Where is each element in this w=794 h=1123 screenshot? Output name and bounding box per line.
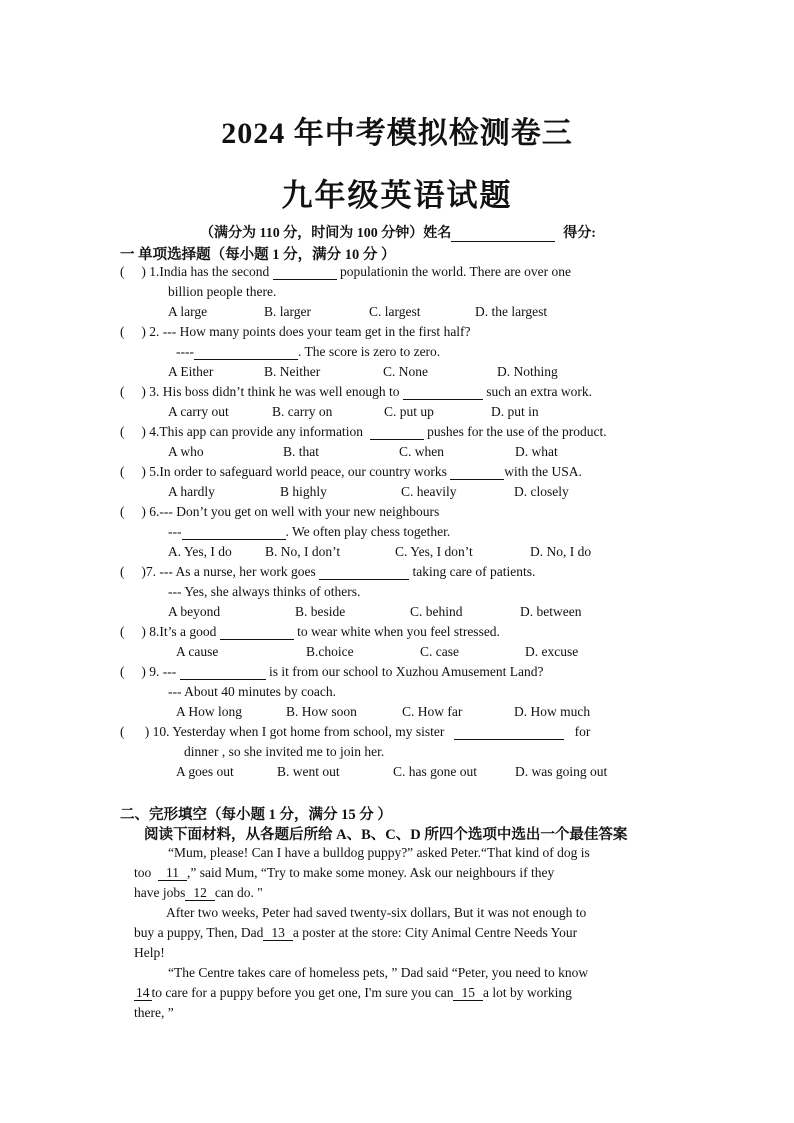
q9-option-a[interactable]: A How long <box>176 704 243 719</box>
q2-stem: ) 2. --- How many points does your team get in the first half? <box>141 324 471 339</box>
p1-line2-rest: ,” said Mum, “Try to make some money. Ask our neighbours if they <box>187 865 555 880</box>
q3-option-b[interactable]: B. carry on <box>272 404 333 419</box>
q9-blank[interactable] <box>180 665 266 680</box>
q4-option-b[interactable]: B. that <box>283 444 319 459</box>
q5-option-d[interactable]: D. closely <box>514 484 569 499</box>
p3-line2-rest: a lot by working <box>482 985 572 1000</box>
p1-have-jobs: have jobs <box>134 885 186 900</box>
q7-line2: --- Yes, she always thinks of others. <box>168 584 361 599</box>
q3-after: such an extra work. <box>486 384 592 399</box>
q3-option-a[interactable]: A carry out <box>168 404 229 419</box>
q7-option-d[interactable]: D. between <box>520 604 582 619</box>
q4-option-d[interactable]: D. what <box>515 444 558 459</box>
question-1: ( ) 1.India has the second populationin the world. There are over one <box>120 264 572 279</box>
q2-option-a[interactable]: A Either <box>168 364 214 379</box>
q6-line2 <box>168 524 450 540</box>
q10-option-d[interactable]: D. was going out <box>515 764 608 779</box>
q10-stem: ) 10. Yesterday when I got home from school, my sister <box>144 724 445 739</box>
question-8: ( ) 8.It’s a good to wear white when you feel stressed. <box>120 624 500 639</box>
blank-11[interactable]: 11 <box>158 865 187 881</box>
q1-option-d[interactable]: D. the largest <box>475 304 548 319</box>
q8-option-c[interactable]: C. case <box>420 644 459 659</box>
q10-option-b[interactable]: B. went out <box>277 764 340 779</box>
q8-option-b[interactable]: B.choice <box>306 644 354 659</box>
q9-option-c[interactable]: C. How far <box>402 704 463 719</box>
q6-option-a[interactable]: A. Yes, I do <box>168 544 232 559</box>
passage-p2-line2 <box>134 925 577 941</box>
question-7: ( )7. --- As a nurse, her work goes taking care of patients. <box>120 564 536 579</box>
passage-p3-line2 <box>134 985 572 1001</box>
q10-option-c[interactable]: C. has gone out <box>393 764 477 779</box>
q6-option-c[interactable]: C. Yes, I don’t <box>395 544 473 559</box>
p3-line2-mid: to care for a puppy before you get one, I'm sure you can <box>151 985 454 1000</box>
q10-option-a[interactable]: A goes out <box>176 764 234 779</box>
q4-blank[interactable] <box>370 425 424 440</box>
exam-info <box>200 222 596 242</box>
q10-blank[interactable] <box>454 725 564 740</box>
q6-dash: --- <box>168 524 182 539</box>
passage-p3-line3: there, ” <box>134 1005 174 1020</box>
p1-line3-rest: can do. " <box>214 885 263 900</box>
q6-stem: ) 6.--- Don’t you get on well with your new neighbours <box>141 504 440 519</box>
q1-option-c[interactable]: C. largest <box>369 304 421 319</box>
q9-stem: ) 9. --- <box>141 664 177 679</box>
q2-option-c[interactable]: C. None <box>383 364 428 379</box>
q9-option-d[interactable]: D. How much <box>514 704 591 719</box>
q1-option-a[interactable]: A large <box>168 304 208 319</box>
name-blank[interactable] <box>451 227 555 242</box>
q4-option-c[interactable]: C. when <box>399 444 444 459</box>
p2-line2-rest: a poster at the store: City Animal Centre Needs Your <box>292 925 578 940</box>
q1-line2: billion people there. <box>168 284 277 299</box>
blank-12[interactable]: 12 <box>185 885 215 901</box>
q1-blank[interactable] <box>273 265 337 280</box>
question-10: ( ) 10. Yesterday when I got home from school, my sister for <box>120 724 591 739</box>
passage-p2-line3: Help! <box>134 945 165 960</box>
q1-after: populationin the world. There are over one <box>339 264 572 279</box>
q7-stem: )7. --- As a nurse, her work goes <box>141 564 316 579</box>
blank-14[interactable]: 14 <box>136 985 150 1000</box>
q8-option-d[interactable]: D. excuse <box>525 644 579 659</box>
score-label: 得分: <box>563 226 596 241</box>
q8-after: to wear white when you feel stressed. <box>297 624 500 639</box>
q2-option-d[interactable]: D. Nothing <box>497 364 558 379</box>
q8-option-a[interactable]: A cause <box>176 644 219 659</box>
q6-option-b[interactable]: B. No, I don’t <box>265 544 341 559</box>
p2-buy: buy a puppy, Then, Dad <box>134 925 264 940</box>
q5-option-a[interactable]: A hardly <box>168 484 215 499</box>
q4-stem: ) 4.This app can provide any information <box>141 424 363 439</box>
question-2: ( ) 2. --- How many points does your team get in the first half? <box>120 324 471 339</box>
q6-blank[interactable] <box>182 525 286 540</box>
passage-p2-line1: After two weeks, Peter had saved twenty-six dollars, But it was not enough to <box>166 905 587 920</box>
exam-subtitle: 九年级英语试题 <box>281 178 513 213</box>
exam-info-text: （满分为 110 分，时间为 100 分钟）姓名 <box>200 226 452 241</box>
q9-option-b[interactable]: B. How soon <box>286 704 357 719</box>
q7-blank[interactable] <box>319 565 409 580</box>
q7-option-c[interactable]: C. behind <box>410 604 463 619</box>
question-4: ( ) 4.This app can provide any information pushes for the use of the product. <box>120 424 607 439</box>
q5-option-b[interactable]: B highly <box>280 484 327 499</box>
blank-13[interactable]: 13 <box>263 925 293 941</box>
q5-after: with the USA. <box>504 464 582 479</box>
question-6: ( ) 6.--- Don’t you get on well with your new neighbours <box>120 504 440 519</box>
q3-blank[interactable] <box>403 385 483 400</box>
q7-option-b[interactable]: B. beside <box>295 604 346 619</box>
p1-too: too <box>134 865 152 880</box>
q8-stem: ) 8.It’s a good <box>141 624 217 639</box>
q2-blank[interactable] <box>194 345 298 360</box>
passage-p1-line1: “Mum, please! Can I have a bulldog puppy?” asked Peter.“That kind of dog is <box>168 845 590 860</box>
q4-after: pushes for the use of the product. <box>427 424 607 439</box>
q1-option-b[interactable]: B. larger <box>264 304 311 319</box>
blank-15[interactable]: 15 <box>453 985 483 1001</box>
q1-stem: ) 1.India has the second <box>141 264 270 279</box>
q2-option-b[interactable]: B. Neither <box>264 364 321 379</box>
section2-instruction: 阅读下面材料，从各题后所给 A、B、C、D 所四个选项中选出一个最佳答案 <box>144 827 628 843</box>
section1-heading: 一 单项选择题（每小题 1 分，满分 10 分 ） <box>120 247 396 263</box>
question-3: ( ) 3. His boss didn’t think he was well enough to such an extra work. <box>120 384 592 399</box>
q5-option-c[interactable]: C. heavily <box>401 484 457 499</box>
question-9: ( ) 9. --- is it from our school to Xuzhou Amusement Land? <box>120 664 544 679</box>
q2-line2 <box>176 344 440 360</box>
q3-option-d[interactable]: D. put in <box>491 404 539 419</box>
passage-p3-line1: “The Centre takes care of homeless pets, ” Dad said “Peter, you need to know <box>168 965 589 980</box>
passage-p1-line2 <box>134 865 554 881</box>
q10-line2: dinner , so she invited me to join her. <box>184 744 385 759</box>
q9-after: is it from our school to Xuzhou Amusement Land? <box>268 664 544 679</box>
exam-title: 2024 年中考模拟检测卷三 <box>221 117 573 150</box>
q4-option-a[interactable]: A who <box>168 444 204 459</box>
q10-after: for <box>574 724 591 739</box>
q6-line2-post: . We often play chess together. <box>285 524 451 539</box>
q6-option-d[interactable]: D. No, I do <box>530 544 592 559</box>
passage-p1-line3 <box>134 885 263 901</box>
q8-blank[interactable] <box>220 625 294 640</box>
q3-option-c[interactable]: C. put up <box>384 404 434 419</box>
section2-heading: 二、完形填空（每小题 1 分，满分 15 分 ） <box>120 807 392 823</box>
q7-after: taking care of patients. <box>412 564 536 579</box>
q2-line2-post: . The score is zero to zero. <box>297 344 441 359</box>
q5-blank[interactable] <box>450 465 504 480</box>
q3-stem: ) 3. His boss didn’t think he was well enough to <box>141 384 400 399</box>
q2-dash: ---- <box>176 344 194 359</box>
q7-option-a[interactable]: A beyond <box>168 604 221 619</box>
question-5: ( ) 5.In order to safeguard world peace, our country works with the USA. <box>120 464 582 479</box>
q5-stem: ) 5.In order to safeguard world peace, our country works <box>141 464 447 479</box>
q9-line2: --- About 40 minutes by coach. <box>168 684 336 699</box>
